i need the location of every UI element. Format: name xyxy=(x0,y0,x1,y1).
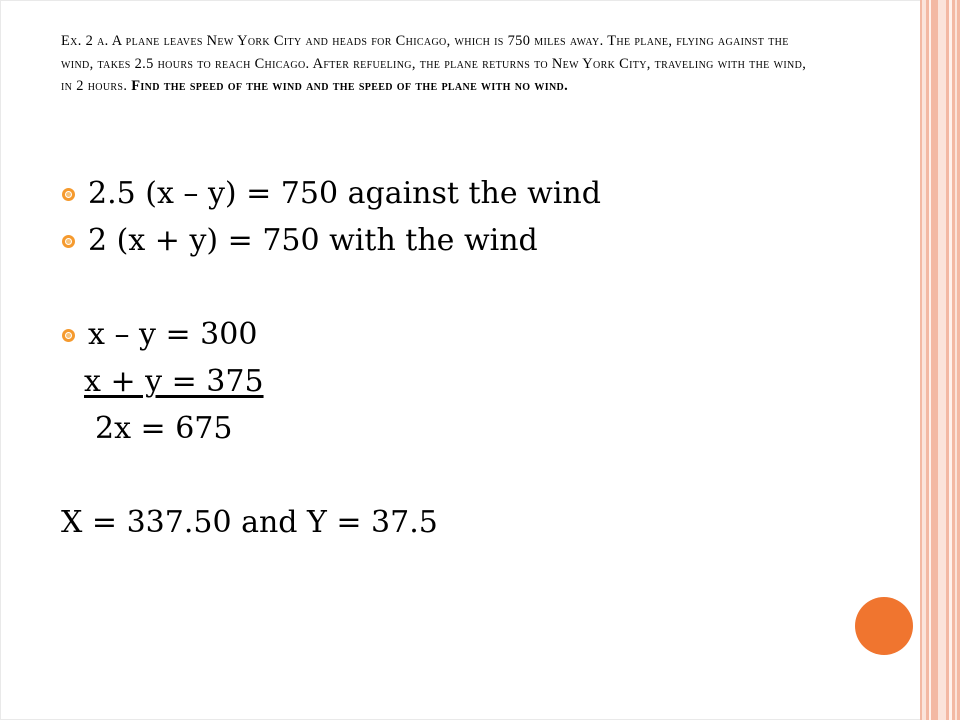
equation-against-wind: 2.5 (x – y) = 750 against the wind xyxy=(88,176,601,211)
final-answer: X = 337.50 and Y = 37.5 xyxy=(61,505,438,540)
decorative-stripe xyxy=(922,0,926,720)
decorative-stripe xyxy=(949,0,952,720)
bullet-item xyxy=(88,224,538,258)
decorative-stripe xyxy=(938,0,946,720)
bullet-circle-icon xyxy=(62,329,75,342)
equation-combined: 2x = 675 xyxy=(95,411,233,446)
problem-text: Ex. 2 a. A plane leaves New York City and heads for Chicago, which is 750 miles away. The plane, flying against the wind, takes 2.5 hours to reach Chicago. After refueling, the plane returns to New York City, traveling with the wind, in 2 hours. xyxy=(61,33,807,94)
bullet-item xyxy=(88,318,257,352)
equation-sum: x + y = 375 xyxy=(84,364,264,399)
decorative-circle xyxy=(855,597,913,655)
problem-statement xyxy=(61,30,821,98)
bullet-circle-icon xyxy=(62,235,75,248)
bullet-circle-icon xyxy=(62,188,75,201)
bullet-item xyxy=(88,177,601,211)
equation-with-wind: 2 (x + y) = 750 with the wind xyxy=(88,223,538,258)
equation-difference: x – y = 300 xyxy=(88,317,258,352)
decorative-stripe xyxy=(955,0,957,720)
problem-question: Find the speed of the wind and the speed of the plane with no wind. xyxy=(131,78,569,94)
decorative-stripe xyxy=(929,0,931,720)
